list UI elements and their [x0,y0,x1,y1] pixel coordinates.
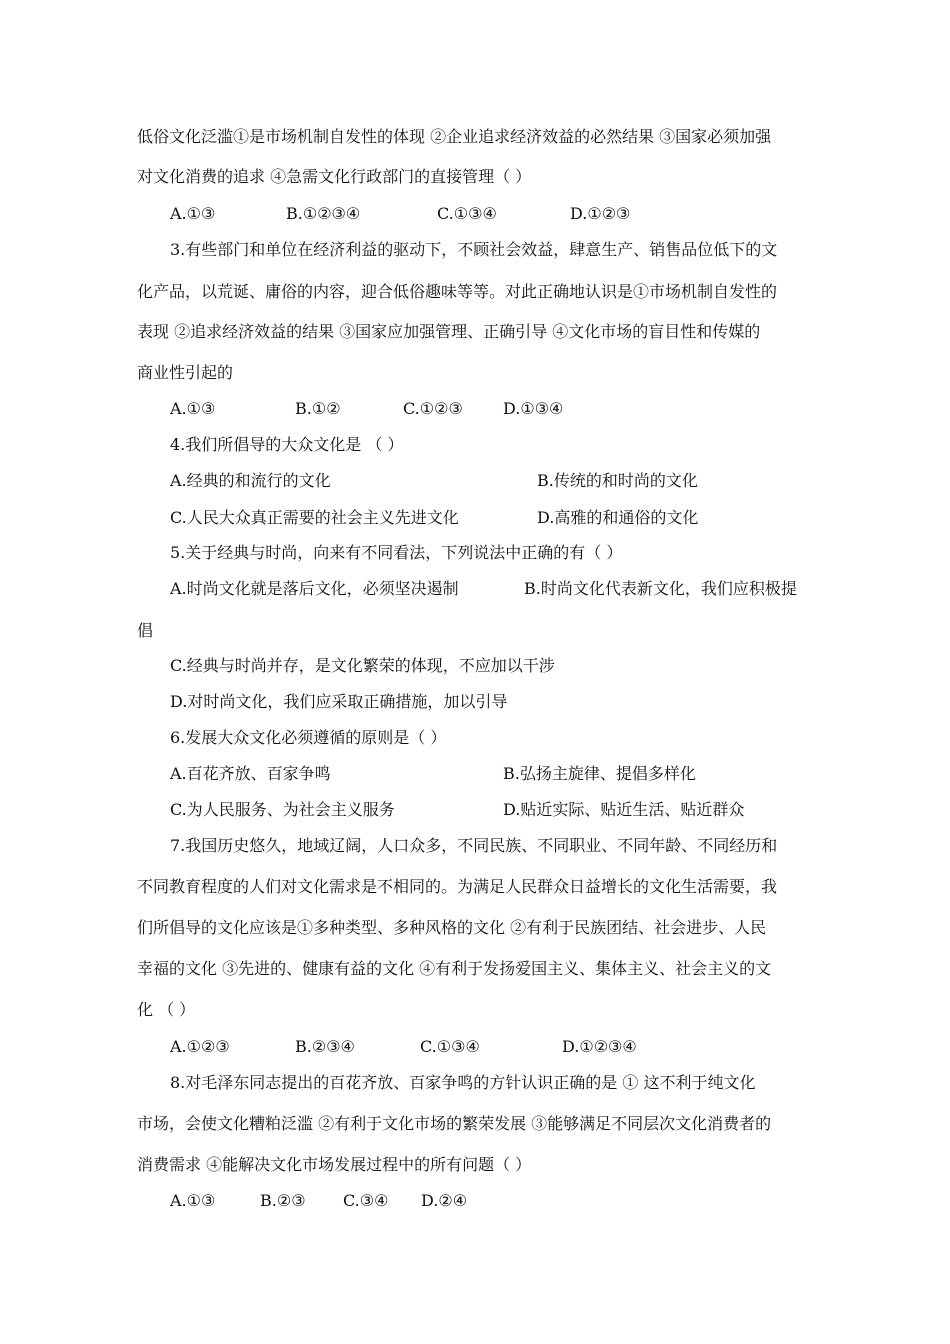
q2-option-c: C.①③④ [437,204,497,223]
q5-option-c: C.经典与时尚并存，是文化繁荣的体现，不应加以干涉 [170,656,555,675]
q4-option-d: D.高雅的和通俗的文化 [537,508,699,527]
q3-line-2: 化产品，以荒诞、庸俗的内容，迎合低俗趣味等等。对此正确地认识是①市场机制自发性的 [137,282,778,301]
q3-option-c: C.①②③ [403,399,463,418]
q3-line-3: 表现 ②追求经济效益的结果 ③国家应加强管理、正确引导 ④文化市场的盲目性和传媒的 [137,322,761,341]
q3-line-1: 3.有些部门和单位在经济利益的驱动下，不顾社会效益，肆意生产、销售品位低下的文 [170,240,778,259]
q8-option-a: A.①③ [170,1191,216,1210]
q7-line-3: 们所倡导的文化应该是①多种类型、多种风格的文化 ②有利于民族团结、社会进步、人民 [137,918,767,937]
q6-option-b: B.弘扬主旋律、提倡多样化 [503,764,696,783]
q5-option-d: D.对时尚文化，我们应采取正确措施，加以引导 [170,692,508,711]
q4-stem: 4.我们所倡导的大众文化是 （ ） [170,435,404,454]
q2-option-a: A.①③ [170,204,216,223]
q8-option-b: B.②③ [260,1191,306,1210]
q8-option-c: C.③④ [343,1191,389,1210]
q7-line-5: 化 （ ） [137,1000,196,1019]
q8-option-d: D.②④ [421,1191,468,1210]
q2-option-d: D.①②③ [570,204,631,223]
q7-option-b: B.②③④ [295,1037,355,1056]
q8-line-3: 消费需求 ④能解决文化市场发展过程中的所有问题（ ） [137,1155,532,1174]
q3-option-b: B.①② [295,399,341,418]
q5-option-a: A.时尚文化就是落后文化，必须坚决遏制 [170,579,459,598]
q4-option-b: B.传统的和时尚的文化 [537,471,698,490]
q2-line-2: 对文化消费的追求 ④急需文化行政部门的直接管理（ ） [137,167,532,186]
q8-line-1: 8.对毛泽东同志提出的百花齐放、百家争鸣的方针认识正确的是 ① 这不利于纯文化 [170,1073,756,1092]
q2-line-1: 低俗文化泛滥①是市场机制自发性的体现 ②企业追求经济效益的必然结果 ③国家必须加强 [137,127,772,146]
q7-line-1: 7.我国历史悠久，地域辽阔，人口众多，不同民族、不同职业、不同年龄、不同经历和 [170,836,778,855]
q6-option-d: D.贴近实际、贴近生活、贴近群众 [503,800,745,819]
q6-option-a: A.百花齐放、百家争鸣 [170,764,331,783]
q5-option-b: B.时尚文化代表新文化，我们应积极提 [524,579,797,598]
q7-option-d: D.①②③④ [562,1037,637,1056]
q5-stem: 5.关于经典与时尚，向来有不同看法，下列说法中正确的有（ ） [170,543,623,562]
q4-option-c: C.人民大众真正需要的社会主义先进文化 [170,508,459,527]
q3-option-d: D.①③④ [503,399,564,418]
q4-option-a: A.经典的和流行的文化 [170,471,331,490]
q2-option-b: B.①②③④ [286,204,361,223]
q7-line-2: 不同教育程度的人们对文化需求是不相同的。为满足人民群众日益增长的文化生活需要，我 [137,877,778,896]
q8-line-2: 市场，会使文化糟粕泛滥 ②有利于文化市场的繁荣发展 ③能够满足不同层次文化消费者的 [137,1114,772,1133]
q3-line-4: 商业性引起的 [137,363,234,382]
q6-option-c: C.为人民服务、为社会主义服务 [170,800,395,819]
q6-stem: 6.发展大众文化必须遵循的原则是（ ） [170,728,447,747]
q7-option-c: C.①③④ [420,1037,480,1056]
q7-line-4: 幸福的文化 ③先进的、健康有益的文化 ④有利于发扬爱国主义、集体主义、社会主义的文 [137,959,772,978]
q7-option-a: A.①②③ [170,1037,230,1056]
q5-option-b-continued: 倡 [137,621,154,640]
q3-option-a: A.①③ [170,399,216,418]
